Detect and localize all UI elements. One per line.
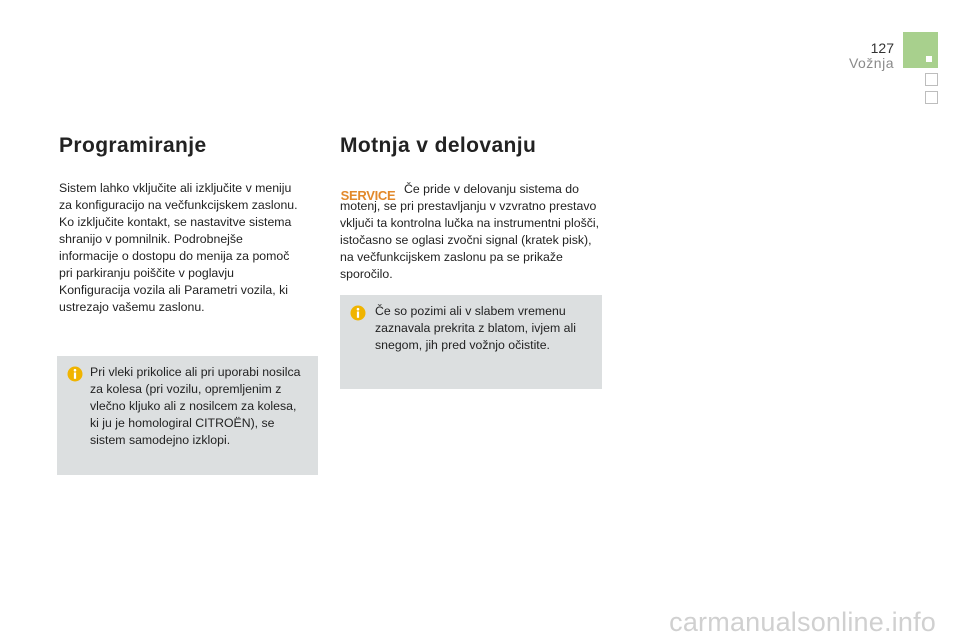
note-text-sensors: Če so pozimi ali v slabem vremenu zaznavala prekrita z blatom, ivjem ali snegom, jih pred vožnjo očistite. (375, 304, 576, 352)
note-box-trailer (57, 356, 318, 475)
chapter-tab-active[interactable] (903, 32, 938, 68)
chapter-tab-3[interactable] (925, 91, 938, 104)
site-watermark[interactable]: carmanualsonline.info (669, 607, 936, 637)
paragraph-motnja: Če pride v delovanju sistema do motenj, se pri prestavljanju v vzvratno prestavo vključi ta kontrolna lučka na instrumentni plošči, istočasno se oglasi zvočni signal (kratek pisk), na večfunkcijskem zaslonu pa se prikaže sporočilo. (340, 182, 600, 281)
tab-marker (926, 56, 932, 62)
heading-motnja: Motnja v delovanju (340, 134, 537, 157)
page-number: 127 (870, 40, 894, 56)
note-box-sensors (340, 295, 602, 389)
service-label: SERVICE (340, 188, 396, 203)
info-icon (67, 366, 83, 382)
heading-programiranje: Programiranje (59, 134, 207, 157)
paragraph-programiranje: Sistem lahko vključite ali izključite v meniju za konfiguracijo na večfunkcijskem zaslonu. Ko izključite kontakt, se nastavitve sistema shranijo v pomnilnik. Podrobnejše informacije o dostopu do menija za pomoč pri parkiranju poiščite v poglavju Konfiguracija vozila ali Parametri vozila, ki ustrezajo vašemu zaslonu. (59, 181, 298, 314)
section-title: Vožnja (848, 55, 894, 71)
note-text-trailer: Pri vleki prikolice ali pri uporabi nosilca za kolesa (pri vozilu, opremljenim z vlečno kljuko ali z nosilcem za kolesa, ki ju je homologiral CITROËN), se sistem samodejno izklopi. (90, 365, 301, 447)
info-icon (350, 305, 366, 321)
chapter-tab-2[interactable] (925, 73, 938, 86)
